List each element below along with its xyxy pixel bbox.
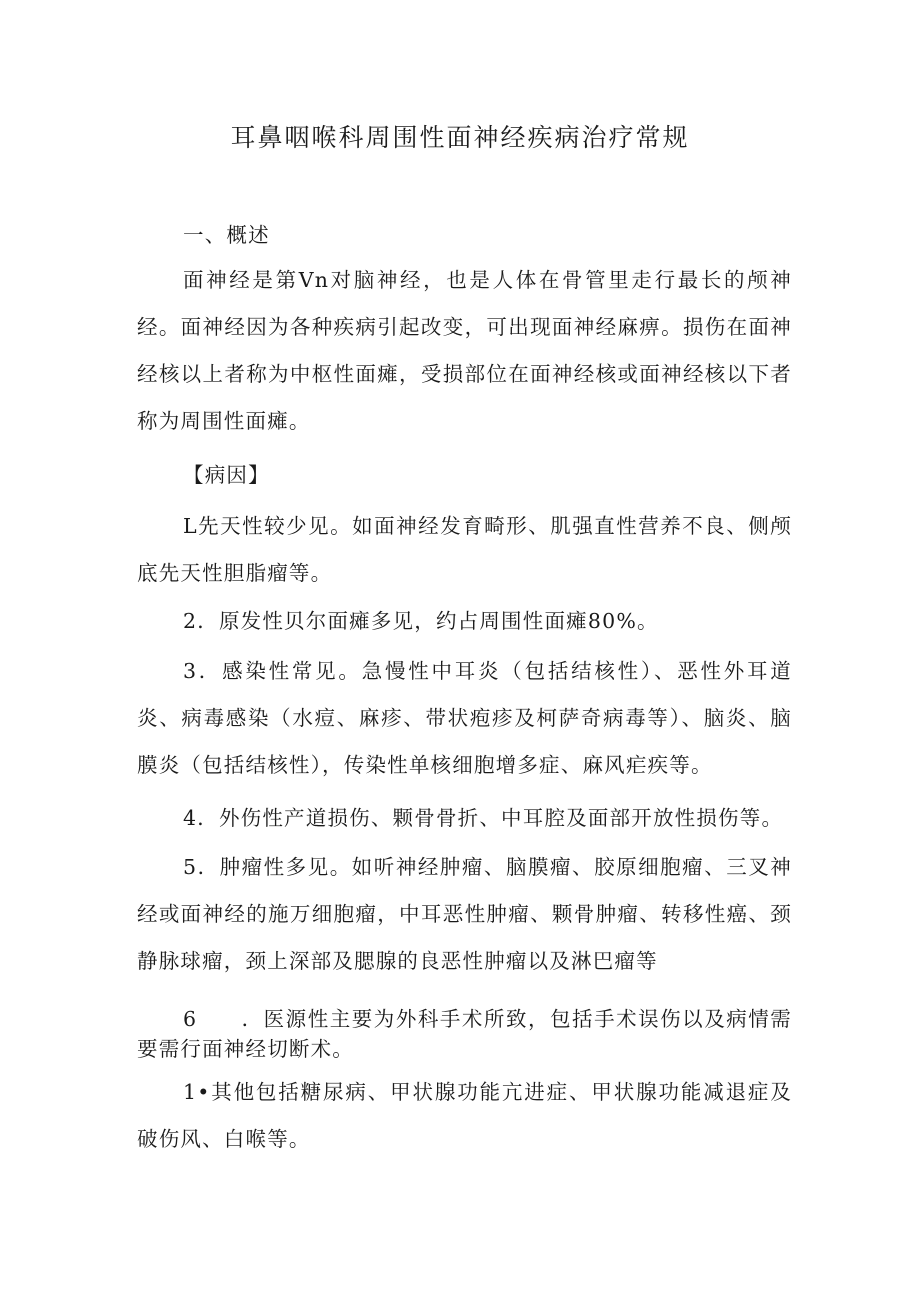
etiology-item-5: 5．肿瘤性多见。如听神经肿瘤、脑膜瘤、胶原细胞瘤、三叉神经或面神经的施万细胞瘤，中耳恶性肿瘤、颗骨肿瘤、转移性癌、颈静脉球瘤，颈上深部及腮腺的良恶性肿瘤以及淋巴瘤等 bbox=[137, 855, 792, 973]
overview-paragraph: 面神经是第Vn对脑神经，也是人体在骨管里走行最长的颅神经。面神经因为各种疾病引起改变，可出现面神经麻痹。损伤在面神经核以上者称为中枢性面瘫，受损部位在面神经核或面神经核以下者称为周围性面瘫。 bbox=[137, 268, 792, 433]
document-title: 耳鼻咽喉科周围性面神经疾病治疗常规 bbox=[230, 123, 690, 152]
etiology-item-3: 3．感染性常见。急慢性中耳炎（包括结核性）、恶性外耳道炎、病毒感染（水痘、麻疹、带状疱疹及柯萨奇病毒等）、脑炎、脑膜炎（包括结核性），传染性单核细胞增多症、麻风疟疾等。 bbox=[137, 659, 792, 777]
etiology-item-4: 4．外伤性产道损伤、颗骨骨折、中耳腔及面部开放性损伤等。 bbox=[183, 806, 784, 830]
section-heading-overview: 一、概述 bbox=[183, 223, 270, 247]
etiology-item-2: 2．原发性贝尔面瘫多见，约占周围性面瘫80%。 bbox=[183, 609, 659, 633]
etiology-heading: 【病因】 bbox=[183, 463, 270, 487]
etiology-item-1: L先天性较少见。如面神经发育畸形、肌强直性营养不良、侧颅底先天性胆脂瘤等。 bbox=[137, 514, 792, 585]
etiology-item-6: 6 ．医源性主要为外科手术所致，包括手术误伤以及病情需要需行面神经切断术。 bbox=[137, 1007, 792, 1061]
etiology-item-7: 1•其他包括糖尿病、甲状腺功能亢进症、甲状腺功能减退症及破伤风、白喉等。 bbox=[137, 1080, 792, 1151]
